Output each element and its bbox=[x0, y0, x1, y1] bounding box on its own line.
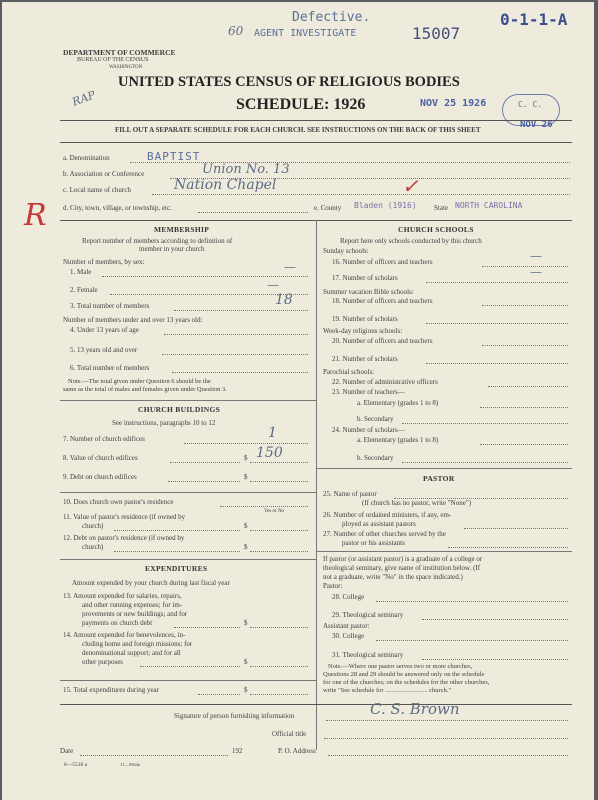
schools-heading: CHURCH SCHOOLS bbox=[398, 225, 474, 234]
q9-label: 9. Debt on church edifices bbox=[63, 473, 137, 481]
grid-center-divider bbox=[316, 220, 317, 750]
city-name: WASHINGTON bbox=[109, 65, 143, 70]
q15-line bbox=[198, 694, 240, 695]
age-intro-label: Number of members under and over 13 years old: bbox=[63, 316, 203, 324]
q27-line bbox=[448, 547, 568, 548]
q13-label-4: payments on church debt bbox=[82, 619, 153, 627]
q20-label: 20. Number of officers and teachers bbox=[332, 337, 433, 345]
q14-dollar: $ bbox=[244, 658, 248, 666]
q9-line bbox=[168, 481, 240, 482]
address-label: P. O. Address bbox=[278, 747, 316, 755]
q28-label: 28. College bbox=[332, 593, 365, 601]
official-title-line bbox=[324, 738, 568, 739]
local-name-value: Nation Chapel bbox=[174, 177, 277, 193]
buildings-top-rule bbox=[60, 400, 316, 401]
q3-value: 18 bbox=[275, 292, 293, 308]
q13-label-3: provements or new buildings; and for bbox=[82, 610, 188, 618]
q25-hint: (If church has no pastor, write "None") bbox=[362, 499, 472, 507]
q29-line bbox=[422, 619, 568, 620]
membership-intro-2: member in your church bbox=[139, 245, 205, 253]
q2-female-label: 2. Female bbox=[70, 286, 98, 294]
graduate-top-rule bbox=[316, 551, 572, 552]
q16-line bbox=[482, 266, 568, 267]
q11-dollar: $ bbox=[244, 522, 248, 530]
q24a-line bbox=[480, 444, 568, 445]
association-value: Union No. 13 bbox=[202, 162, 290, 177]
pastor-heading: PASTOR bbox=[423, 474, 455, 483]
q3-line bbox=[174, 310, 308, 311]
q13-line bbox=[174, 627, 240, 628]
q12-dollar: $ bbox=[244, 543, 248, 551]
graduate-instruction-3: not a graduate, write "No" in the space indicated.) bbox=[323, 573, 463, 581]
summer-schools-label: Summer vacation Bible schools: bbox=[323, 288, 414, 296]
q13-label-1: 13. Amount expended for salaries, repairs, bbox=[63, 592, 182, 600]
q21-line bbox=[426, 363, 568, 364]
buildings-intro: See instructions, paragraphs 10 to 12 bbox=[112, 419, 216, 427]
buildings-mid-rule bbox=[60, 492, 316, 493]
file-code-stamp: 0-1-1-A bbox=[500, 10, 568, 29]
q26-line bbox=[464, 528, 568, 529]
q14-amount-line bbox=[250, 666, 308, 667]
q13-label-2: and other running expenses; for im- bbox=[82, 601, 183, 609]
q13-dollar: $ bbox=[244, 619, 248, 627]
q16-label: 16. Number of officers and teachers bbox=[332, 258, 433, 266]
buildings-heading: CHURCH BUILDINGS bbox=[138, 405, 221, 414]
q2-value: — bbox=[267, 278, 279, 292]
q18-line bbox=[482, 305, 568, 306]
q10-line bbox=[220, 506, 308, 507]
schedule-title: SCHEDULE: 1926 bbox=[236, 96, 366, 113]
q27-label-2: pastor or his assistants bbox=[342, 539, 405, 547]
membership-heading: MEMBERSHIP bbox=[154, 225, 210, 234]
instruction-bottom-rule bbox=[60, 142, 572, 143]
q20-line bbox=[482, 345, 568, 346]
q23a-label: a. Elementary (grades 1 to 8) bbox=[357, 399, 439, 407]
census-schedule-document bbox=[2, 2, 594, 800]
county-label: e. County bbox=[314, 204, 342, 212]
weekday-schools-label: Week-day religious schools: bbox=[323, 327, 403, 335]
denomination-label: a. Denomination bbox=[63, 154, 110, 162]
page-number-handwriting: 60 bbox=[228, 24, 244, 38]
members-by-sex-label: Number of members, by sex: bbox=[63, 258, 145, 266]
q8-line bbox=[170, 462, 240, 463]
defective-stamp: Defective. bbox=[292, 10, 371, 25]
county-value: Bladen (1916) bbox=[354, 201, 417, 210]
q18-label: 18. Number of officers and teachers bbox=[332, 297, 433, 305]
print-code: 11—9564a bbox=[120, 762, 140, 767]
department-name: DEPARTMENT OF COMMERCE bbox=[63, 48, 176, 57]
date-line bbox=[80, 755, 228, 756]
local-name-label: c. Local name of church bbox=[63, 186, 131, 194]
q6-line bbox=[172, 372, 308, 373]
q4-line bbox=[164, 334, 308, 335]
graduate-instruction-1: If pastor (or assistant pastor) is a graduate of a college or bbox=[323, 555, 483, 563]
q7-line bbox=[184, 443, 308, 444]
city-line bbox=[198, 212, 308, 213]
signature-value: C. S. Brown bbox=[370, 700, 460, 718]
q19-line bbox=[426, 323, 568, 324]
q4-label: 4. Under 13 years of age bbox=[70, 326, 139, 334]
pastor-subheading: Pastor: bbox=[323, 582, 343, 590]
q21-label: 21. Number of scholars bbox=[332, 355, 398, 363]
margin-r-mark: R bbox=[24, 198, 47, 233]
parochial-schools-label: Parochial schools: bbox=[323, 368, 375, 376]
q11-label-1: 11. Value of pastor's residence (if owned by bbox=[63, 513, 186, 521]
q17-line bbox=[426, 282, 568, 283]
official-title-label: Official title bbox=[272, 730, 307, 738]
date-label: Date bbox=[60, 747, 74, 755]
q10-label: 10. Does church own pastor's residence bbox=[63, 498, 174, 506]
q15-top-rule bbox=[60, 680, 316, 681]
pastor-note-3: for one of the churches; on the schedules for the other churches, bbox=[323, 679, 490, 686]
q1-value: — bbox=[284, 260, 296, 274]
q30-label: 30. College bbox=[332, 632, 365, 640]
local-name-line bbox=[152, 194, 570, 195]
q24b-label: b. Secondary bbox=[357, 454, 394, 462]
q1-line bbox=[102, 276, 308, 277]
q8-value: 150 bbox=[256, 445, 283, 461]
q12-label-1: 12. Debt on pastor's residence (if owned by bbox=[63, 534, 185, 542]
q8-amount-line bbox=[250, 462, 308, 463]
q25-label: 25. Name of pastor bbox=[323, 490, 377, 498]
q24b-line bbox=[402, 462, 568, 463]
q11-amount-line bbox=[250, 530, 308, 531]
q27-label-1: 27. Number of other churches served by the bbox=[323, 530, 446, 538]
address-line bbox=[328, 755, 568, 756]
q11-label-2: church) bbox=[82, 522, 104, 530]
q15-dollar: $ bbox=[244, 686, 248, 694]
q17-value: — bbox=[530, 265, 542, 279]
q24a-label: a. Elementary (grades 1 to 8) bbox=[357, 436, 439, 444]
q12-label-2: church) bbox=[82, 543, 104, 551]
yes-no-hint: Yes or No bbox=[264, 509, 285, 514]
q29-label: 29. Theological seminary bbox=[332, 611, 404, 619]
association-label: b. Association or Conference bbox=[63, 170, 145, 178]
grid-bottom-rule bbox=[60, 704, 572, 705]
bureau-name: BUREAU OF THE CENSUS bbox=[77, 57, 149, 63]
q31-label: 31. Theological seminary bbox=[332, 651, 404, 659]
red-checkmark: ✓ bbox=[402, 174, 419, 198]
membership-note-1: Note.—The total given under Question 6 should be the bbox=[68, 378, 211, 385]
q5-line bbox=[162, 354, 308, 355]
q9-amount-line bbox=[250, 481, 308, 482]
q19-label: 19. Number of scholars bbox=[332, 315, 398, 323]
q12-line bbox=[114, 551, 240, 552]
q24-label: 24. Number of scholars— bbox=[332, 426, 405, 434]
q23b-line bbox=[402, 423, 568, 424]
agent-investigate-stamp: AGENT INVESTIGATE bbox=[254, 28, 357, 39]
pastor-note-1: Note.—Where one pastor serves two or more churches, bbox=[328, 663, 473, 670]
q11-line bbox=[114, 530, 240, 531]
signature-line bbox=[326, 720, 568, 721]
cc-mark: C. C. bbox=[518, 100, 543, 109]
assistant-pastor-subheading: Assistant pastor: bbox=[323, 622, 370, 630]
secondary-date-stamp: NOV 26 bbox=[520, 120, 553, 130]
initials-handwriting: RAP bbox=[70, 88, 98, 109]
pastor-top-rule bbox=[316, 468, 572, 469]
membership-intro-1: Report number of members according to definition of bbox=[82, 237, 233, 245]
q22-line bbox=[488, 386, 568, 387]
serial-number-stamp: 15007 bbox=[412, 24, 461, 43]
pastor-note-2: Questions 28 and 29 should be answered only on the schedule bbox=[323, 671, 485, 678]
q5-label: 5. 13 years old and over bbox=[70, 346, 138, 354]
q1-male-label: 1. Male bbox=[70, 268, 92, 276]
q13-amount-line bbox=[250, 627, 308, 628]
q8-dollar: $ bbox=[244, 454, 248, 462]
q14-label-1: 14. Amount expended for benevolences, in- bbox=[63, 631, 186, 639]
q15-label: 15. Total expenditures during year bbox=[63, 686, 159, 694]
q15-amount-line bbox=[250, 694, 308, 695]
q14-label-3: denominational support; and for all bbox=[82, 649, 181, 657]
q16-value: — bbox=[530, 249, 542, 263]
q23-label: 23. Number of teachers— bbox=[332, 388, 405, 396]
sunday-schools-label: Sunday schools: bbox=[323, 247, 369, 255]
q14-label-2: cluding home and foreign missions; for bbox=[82, 640, 193, 648]
date-year: 192 bbox=[232, 747, 243, 755]
state-value: NORTH CAROLINA bbox=[455, 201, 523, 210]
signature-label: Signature of person furnishing information bbox=[174, 712, 295, 720]
pastor-note-4: write "See schedule for .......................... church." bbox=[323, 687, 452, 694]
q17-label: 17. Number of scholars bbox=[332, 274, 398, 282]
q31-line bbox=[422, 659, 568, 660]
instruction-top-rule bbox=[60, 120, 572, 121]
q26-label-1: 26. Number of ordained ministers, if any, em- bbox=[323, 511, 452, 519]
instruction-banner: FILL OUT A SEPARATE SCHEDULE FOR EACH CHURCH. SEE INSTRUCTIONS ON THE BACK OF THIS SHEET bbox=[115, 126, 481, 134]
state-label: State bbox=[434, 204, 448, 212]
q22-label: 22. Number of administrative officers bbox=[332, 378, 438, 386]
q7-label: 7. Number of church edifices bbox=[63, 435, 145, 443]
q7-value: 1 bbox=[268, 425, 277, 441]
received-date-stamp: NOV 25 1926 bbox=[420, 98, 487, 109]
denomination-value: BAPTIST bbox=[147, 150, 201, 163]
form-title: UNITED STATES CENSUS OF RELIGIOUS BODIES bbox=[118, 74, 460, 90]
expenditures-heading: EXPENDITURES bbox=[145, 564, 208, 573]
expenditures-intro: Amount expended by your church during last fiscal year bbox=[72, 579, 230, 587]
q14-line bbox=[140, 666, 240, 667]
q3-total-label: 3. Total number of members bbox=[70, 302, 150, 310]
q6-label: 6. Total number of members bbox=[70, 364, 150, 372]
q23b-label: b. Secondary bbox=[357, 415, 394, 423]
q30-line bbox=[376, 640, 568, 641]
form-number: 8—5518 a bbox=[64, 762, 88, 768]
q12-amount-line bbox=[250, 551, 308, 552]
q28-line bbox=[376, 601, 568, 602]
q8-label: 8. Value of church edifices bbox=[63, 454, 138, 462]
q23a-line bbox=[480, 407, 568, 408]
city-label: d. City, town, village, or township, etc. bbox=[63, 204, 172, 212]
q14-label-4: other purposes bbox=[82, 658, 124, 666]
graduate-instruction-2: theological seminary, give name of institution below. (If bbox=[323, 564, 481, 572]
q9-dollar: $ bbox=[244, 473, 248, 481]
membership-note-2: same as the total of males and females given under Question 3. bbox=[63, 386, 227, 393]
schools-intro: Report here only schools conducted by this church bbox=[340, 237, 482, 245]
q26-label-2: ployed as assistant pastors bbox=[342, 520, 416, 528]
expenditures-top-rule bbox=[60, 559, 316, 560]
